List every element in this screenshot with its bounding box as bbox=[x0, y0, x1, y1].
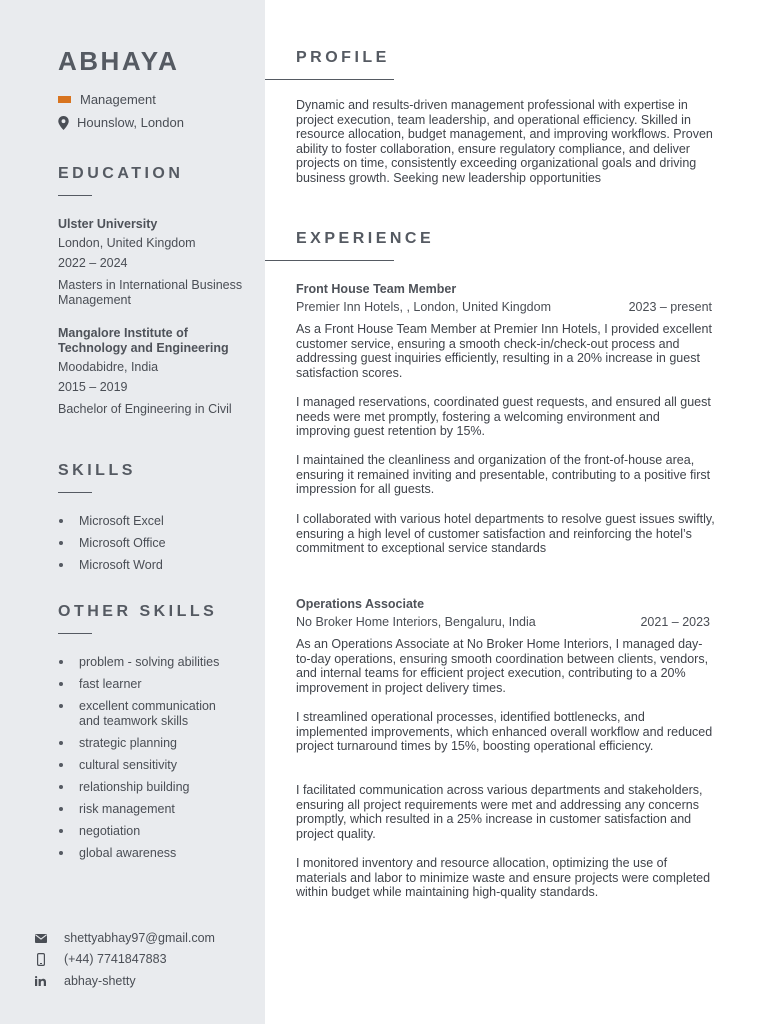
contact-phone[interactable]: (+44) 7741847883 bbox=[64, 952, 167, 966]
education-location: London, United Kingdom bbox=[58, 236, 196, 250]
contact-linkedin-row[interactable] bbox=[34, 974, 136, 988]
job-paragraph: As an Operations Associate at No Broker Home Interiors, I managed day-to-day operations, ensuring smooth coordination between clients, vendors, and internal teams for efficient project execution, contributing to a 20% improvement in project delivery times. bbox=[296, 637, 709, 695]
profile-rule bbox=[265, 79, 394, 80]
mobile-phone-icon bbox=[34, 953, 47, 966]
education-rule bbox=[58, 195, 92, 196]
education-location: Moodabidre, India bbox=[58, 360, 159, 374]
education-heading: EDUCATION bbox=[58, 165, 184, 182]
sidebar bbox=[0, 0, 265, 1024]
role-label: Management bbox=[80, 92, 156, 107]
envelope-icon bbox=[34, 934, 47, 943]
skills-heading: SKILLS bbox=[58, 462, 136, 479]
role-marker bbox=[58, 96, 71, 103]
education-degree: Masters in International Business Management bbox=[58, 278, 243, 307]
education-dates: 2022 – 2024 bbox=[58, 256, 128, 270]
job-company: No Broker Home Interiors, Bengaluru, India bbox=[296, 615, 536, 629]
job-paragraph: I streamlined operational processes, identified bottlenecks, and implemented improvements, which enhanced overall workflow and reduced project turnaround times by 15%, boosting operational efficiency. bbox=[296, 710, 713, 754]
experience-rule bbox=[265, 260, 394, 261]
job-paragraph: I managed reservations, coordinated guest requests, and ensured all guest needs were met promptly, fostering a welcoming environment and improving guest retention by 15%. bbox=[296, 395, 711, 439]
job-title: Front House Team Member bbox=[296, 282, 457, 296]
candidate-name: ABHAYA bbox=[58, 46, 180, 76]
other-skill-item: global awareness bbox=[58, 846, 258, 861]
job-company: Premier Inn Hotels, , London, United Kingdom bbox=[296, 300, 551, 314]
other-skill-item: strategic planning bbox=[58, 736, 258, 751]
location-pin-icon bbox=[58, 116, 69, 130]
contact-linkedin[interactable]: abhay-shetty bbox=[64, 974, 136, 988]
job-meta bbox=[296, 615, 710, 629]
other-skill-item: risk management bbox=[58, 802, 258, 817]
other-skills-heading: OTHER SKILLS bbox=[58, 603, 218, 620]
job-meta bbox=[296, 300, 712, 314]
profile-summary: Dynamic and results-driven management professional with expertise in project execution, team leadership, and operational efficiency. Skilled in resource allocation, budget management, and improving workflows. Proven ability to foster collaboration, ensure regulatory compliance, and deliver projects on time, consistently exceeding organizational goals and driving business growth. Seeking new leadership opportunities bbox=[296, 98, 713, 185]
education-institution: Ulster University bbox=[58, 217, 158, 231]
education-dates: 2015 – 2019 bbox=[58, 380, 128, 394]
skill-item: Microsoft Office bbox=[58, 536, 258, 551]
education-institution: Mangalore Institute of Technology and Engineering bbox=[58, 326, 229, 355]
location-label: Hounslow, London bbox=[77, 115, 184, 130]
location-row bbox=[58, 115, 184, 130]
main-content bbox=[265, 0, 768, 1024]
skill-item: Microsoft Excel bbox=[58, 514, 258, 529]
other-skill-item: cultural sensitivity bbox=[58, 758, 258, 773]
other-skills-rule bbox=[58, 633, 92, 634]
skill-item: Microsoft Word bbox=[58, 558, 258, 573]
contact-phone-row[interactable] bbox=[34, 952, 167, 966]
job-paragraph: I collaborated with various hotel departments to resolve guest issues swiftly, ensuring a high level of customer satisfaction and reinforcing the hotel’s commitment to exceptional service standards bbox=[296, 512, 715, 556]
other-skill-item: relationship building bbox=[58, 780, 258, 795]
skills-list bbox=[58, 514, 258, 573]
other-skills-list bbox=[58, 655, 258, 860]
profile-heading: PROFILE bbox=[296, 49, 390, 66]
other-skill-item: problem - solving abilities bbox=[58, 655, 258, 670]
linkedin-icon bbox=[34, 976, 47, 986]
other-skill-item: excellent communication and teamwork skills bbox=[58, 699, 228, 728]
job-paragraph: I monitored inventory and resource allocation, optimizing the use of materials and labor to minimize waste and ensure projects were completed within budget while maintaining high-quality standards. bbox=[296, 856, 711, 900]
experience-heading: EXPERIENCE bbox=[296, 230, 435, 247]
job-title: Operations Associate bbox=[296, 597, 425, 611]
contact-email[interactable]: shettyabhay97@gmail.com bbox=[64, 931, 215, 945]
job-paragraph: I facilitated communication across various departments and stakeholders, ensuring all project requirements were met and addressing any concerns promptly, which resulted in a 25% increase in customer satisfaction and project quality. bbox=[296, 783, 703, 841]
other-skill-item: negotiation bbox=[58, 824, 258, 839]
job-dates: 2021 – 2023 bbox=[640, 615, 710, 629]
other-skill-item: fast learner bbox=[58, 677, 258, 692]
contact-email-row[interactable] bbox=[34, 931, 215, 945]
role-row bbox=[58, 92, 156, 107]
education-degree: Bachelor of Engineering in Civil bbox=[58, 402, 232, 416]
skills-rule bbox=[58, 492, 92, 493]
job-paragraph: I maintained the cleanliness and organization of the front-of-house area, ensuring it remained inviting and presentable, contributing to a positive first impression for all guests. bbox=[296, 453, 711, 497]
job-dates: 2023 – present bbox=[628, 300, 712, 314]
job-paragraph: As a Front House Team Member at Premier Inn Hotels, I provided excellent customer service, ensuring a smooth check-in/check-out process and addressing guest inquiries efficiently, resulting in a 20% increase in guest satisfaction scores. bbox=[296, 322, 712, 380]
